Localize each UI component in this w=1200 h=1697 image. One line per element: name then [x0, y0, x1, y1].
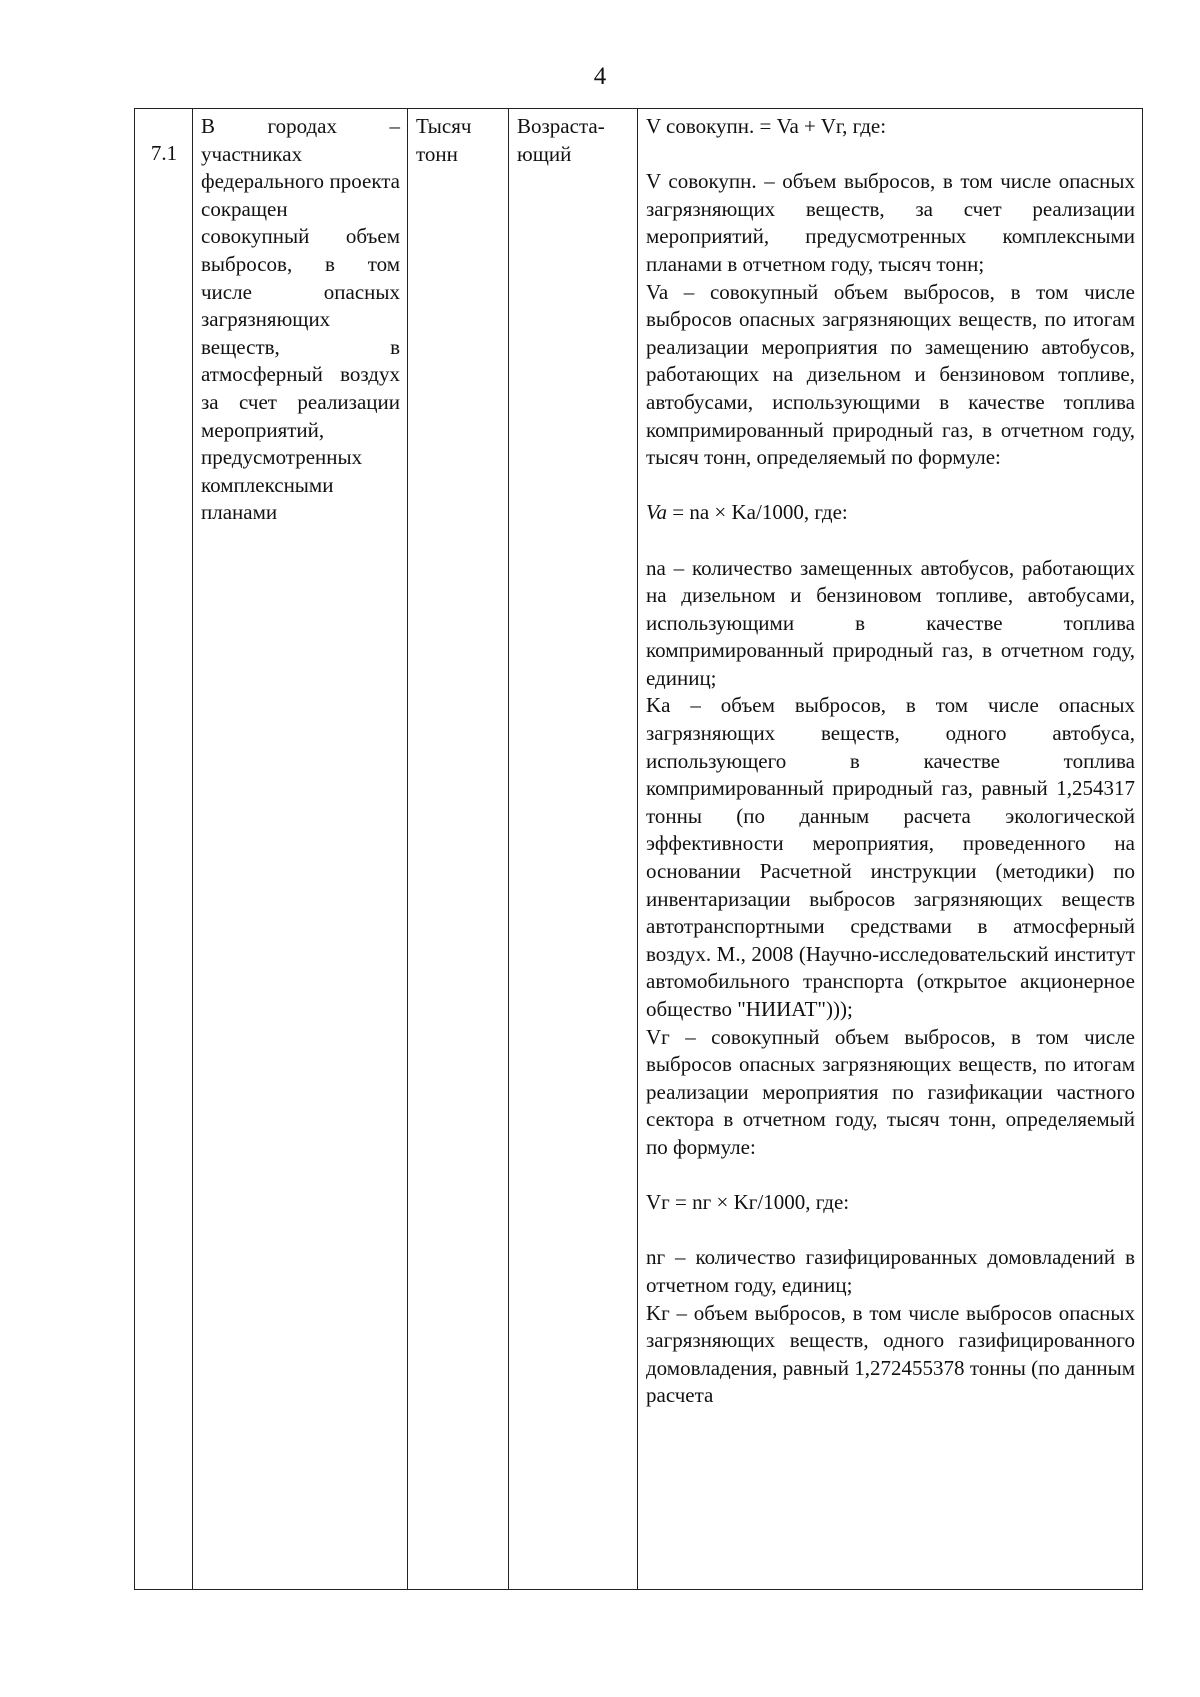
methodology-cell — [638, 109, 1143, 1590]
definition-kg: Kг – объем выбросов, в том числе выбросов опасных загрязняющих веществ, одного газифицированного домовладения, равный 1,272455378 тонны (по данным расчета — [646, 1300, 1135, 1408]
table-row — [135, 109, 1143, 1590]
definition-va: Va – совокупный объем выбросов, в том числе выбросов опасных загрязняющих веществ, по итогам реализации мероприятия по замещению автобусов, работающих на дизельном и бензиновом топливе, автобусами, использующими в качестве топлива компримированный природный газ, в отчетном году, тысяч тонн, определяемый по формуле: — [646, 279, 1135, 470]
trend-direction: Возраста-ющий — [517, 114, 605, 166]
definition-ka: Ka – объем выбросов, в том числе опасных загрязняющих веществ, одного автобуса, использующего в качестве топлива компримированный природный газ, равный 1,254317 тонны (по данным расчета экологической эффективности мероприятия, проведенного на основании Расчетной инструкции (методики) по инвентаризации выбросов загрязняющих веществ автотранспортными средствами в атмосферный воздух. М., 2008 (Научно-исследовательский институт автомобильного транспорта (открытое акционерное общество "НИИАТ"))); — [646, 693, 1135, 1021]
page-number: 4 — [593, 63, 607, 90]
unit-cell — [408, 109, 509, 1590]
unit-of-measure: Тысяч тонн — [416, 114, 472, 166]
formula-total: V совокупн. = Va + Vг, где: — [646, 114, 887, 138]
formula-va-expression: = na × Ka/1000, где: — [667, 500, 848, 525]
definition-ng: nг – количество газифицированных домовладений в отчетном году, единиц; — [646, 1245, 1135, 1297]
indicator-name: В городах – участниках федерального проекта сокращен совокупный объем выбросов, в том числе опасных загрязняющих веществ, в атмосферный воздух за счет реализации мероприятий, предусмотренных комплексными планами — [201, 114, 400, 525]
row-number: 7.1 — [150, 141, 178, 165]
trend-cell — [509, 109, 638, 1590]
definition-vg: Vг – совокупный объем выбросов, в том числе выбросов опасных загрязняющих веществ, по итогам реализации мероприятия по газификации частного сектора в отчетном году, тысяч тонн, определяемый по формуле: — [646, 1024, 1135, 1159]
row-number-cell — [135, 109, 193, 1590]
definition-v-total: V совокупн. – объем выбросов, в том числе опасных загрязняющих веществ, за счет реализации мероприятий, предусмотренных комплексными планами в отчетном году, тысяч тонн; — [646, 169, 1135, 276]
formula-vg: Vг = nг × Kг/1000, где: — [646, 1190, 850, 1215]
formula-va-variable: Va — [646, 500, 667, 525]
indicator-table — [134, 108, 1143, 1590]
indicator-name-cell — [193, 109, 408, 1590]
formula-va — [646, 499, 1135, 527]
definition-na: na – количество замещенных автобусов, работающих на дизельном и бензиновом топливе, автобусами, использующими в качестве топлива компримированный природный газ, в отчетном году, единиц; — [646, 555, 1135, 690]
